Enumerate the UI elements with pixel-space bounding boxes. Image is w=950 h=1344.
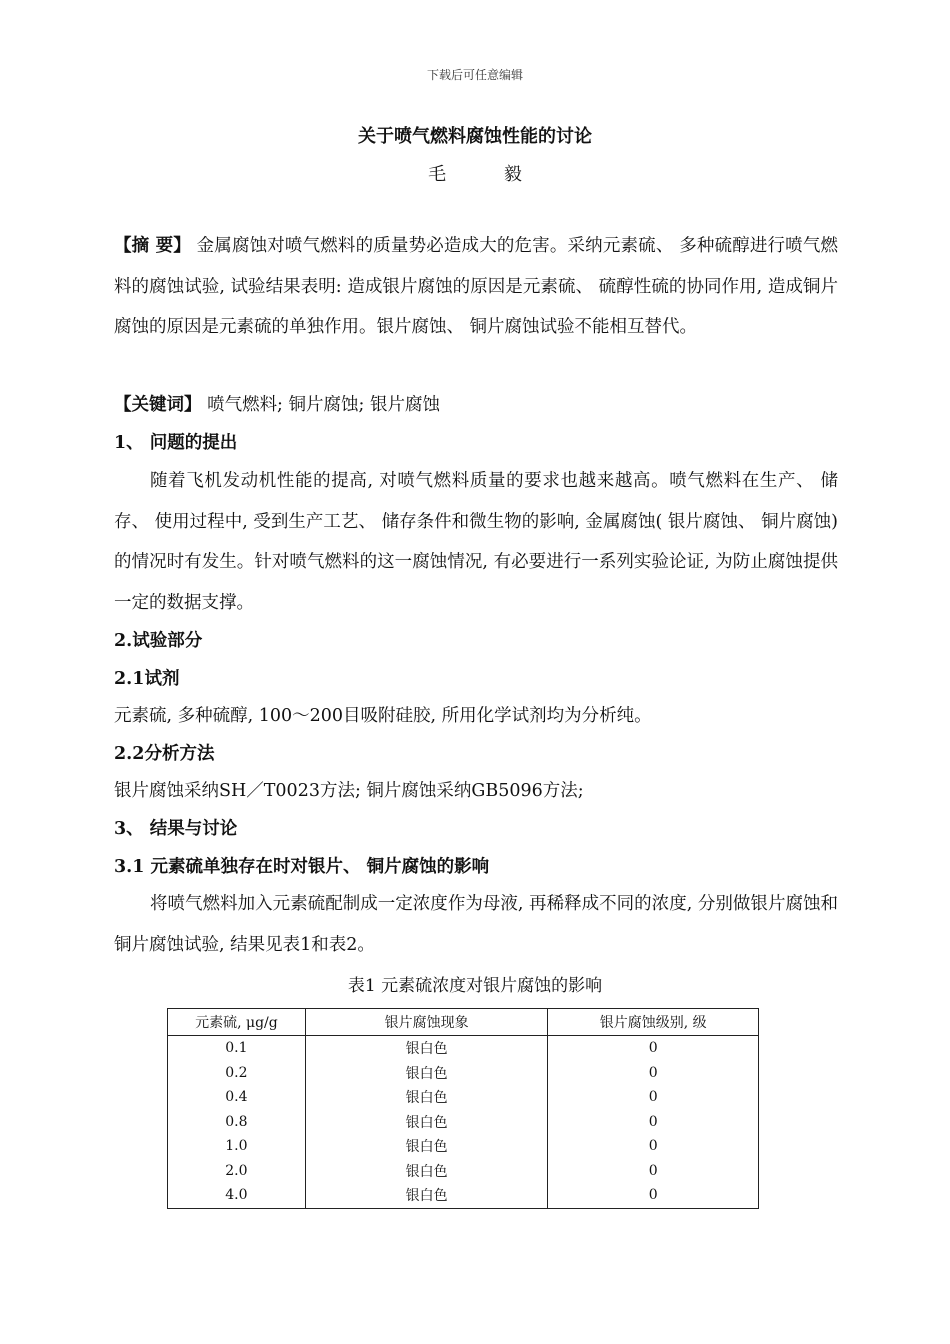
table-header-cell: 银片腐蚀级别, 级 bbox=[548, 1009, 759, 1036]
table-cell: 2.0 bbox=[168, 1159, 306, 1184]
table-header-row bbox=[168, 1009, 759, 1036]
abstract-label: 【摘 要】 bbox=[114, 236, 191, 256]
table-cell: 银白色 bbox=[305, 1110, 548, 1135]
table1 bbox=[167, 1008, 759, 1209]
table-row bbox=[168, 1134, 759, 1159]
table-cell: 0 bbox=[548, 1036, 759, 1061]
table-cell: 银白色 bbox=[305, 1159, 548, 1184]
table-header-cell: 银片腐蚀现象 bbox=[305, 1009, 548, 1036]
section3-1-text: 将喷气燃料加入元素硫配制成一定浓度作为母液, 再稀释成不同的浓度, 分别做银片腐蚀和铜片腐蚀试验, 结果见表1和表2。 bbox=[114, 894, 838, 955]
table-cell: 银白色 bbox=[305, 1036, 548, 1061]
table-row bbox=[168, 1061, 759, 1086]
table-cell: 0.1 bbox=[168, 1036, 306, 1061]
table-cell: 0.2 bbox=[168, 1061, 306, 1086]
table-cell: 银白色 bbox=[305, 1183, 548, 1208]
section2-1-heading: 2.1试剂 bbox=[114, 669, 180, 689]
abstract bbox=[114, 226, 838, 348]
section2-2-text: 银片腐蚀采纳SH／T0023方法; 铜片腐蚀采纳GB5096方法; bbox=[114, 781, 584, 801]
table-cell: 0.8 bbox=[168, 1110, 306, 1135]
table-cell: 1.0 bbox=[168, 1134, 306, 1159]
keywords-label: 【关键词】 bbox=[114, 395, 202, 415]
table-row bbox=[168, 1036, 759, 1061]
table-cell: 0 bbox=[548, 1134, 759, 1159]
table-cell: 0.4 bbox=[168, 1085, 306, 1110]
table-cell: 0 bbox=[548, 1183, 759, 1208]
section1-text: 随着飞机发动机性能的提高, 对喷气燃料质量的要求也越来越高。喷气燃料在生产、 储存、 使用过程中, 受到生产工艺、 储存条件和微生物的影响, 金属腐蚀( 银片腐蚀、 铜片腐蚀) 的情况时有发生。针对喷气燃料的这一腐蚀情况, 有必要进行一系列实验论证, 为防止腐蚀提供一定的数据支撑。 bbox=[114, 471, 838, 613]
table-row bbox=[168, 1183, 759, 1208]
table-cell: 0 bbox=[548, 1110, 759, 1135]
section3-1-heading: 3.1 元素硫单独存在时对银片、 铜片腐蚀的影响 bbox=[114, 857, 490, 877]
keywords bbox=[114, 386, 838, 424]
table-cell: 0 bbox=[548, 1159, 759, 1184]
table1-caption: 表1 元素硫浓度对银片腐蚀的影响 bbox=[347, 976, 603, 996]
table-header-cell: 元素硫, μg/g bbox=[168, 1009, 306, 1036]
section2-1-text: 元素硫, 多种硫醇, 100～200目吸附硅胶, 所用化学试剂均为分析纯。 bbox=[114, 706, 652, 726]
keywords-text: 喷气燃料; 铜片腐蚀; 银片腐蚀 bbox=[201, 395, 440, 415]
page-header-note: 下载后可任意编辑 bbox=[426, 68, 523, 82]
table-row bbox=[168, 1110, 759, 1135]
section2-heading: 2.试验部分 bbox=[114, 631, 203, 651]
section3-heading: 3、 结果与讨论 bbox=[114, 819, 238, 839]
table-cell: 银白色 bbox=[305, 1085, 548, 1110]
table-cell: 4.0 bbox=[168, 1183, 306, 1208]
section2-2-heading: 2.2分析方法 bbox=[114, 744, 215, 764]
table-cell: 0 bbox=[548, 1085, 759, 1110]
abstract-text: 金属腐蚀对喷气燃料的质量势必造成大的危害。采纳元素硫、 多种硫醇进行喷气燃料的腐蚀试验, 试验结果表明: 造成银片腐蚀的原因是元素硫、 硫醇性硫的协同作用, 造成铜片腐蚀的原因是元素硫的单独作用。银片腐蚀、 铜片腐蚀试验不能相互替代。 bbox=[114, 236, 839, 337]
table-row bbox=[168, 1085, 759, 1110]
section1-heading: 1、 问题的提出 bbox=[114, 433, 238, 453]
table-cell: 银白色 bbox=[305, 1134, 548, 1159]
author-name: 毛 毅 bbox=[428, 164, 548, 185]
table-row bbox=[168, 1159, 759, 1184]
table-cell: 银白色 bbox=[305, 1061, 548, 1086]
document-title: 关于喷气燃料腐蚀性能的讨论 bbox=[358, 126, 592, 147]
table-cell: 0 bbox=[548, 1061, 759, 1086]
